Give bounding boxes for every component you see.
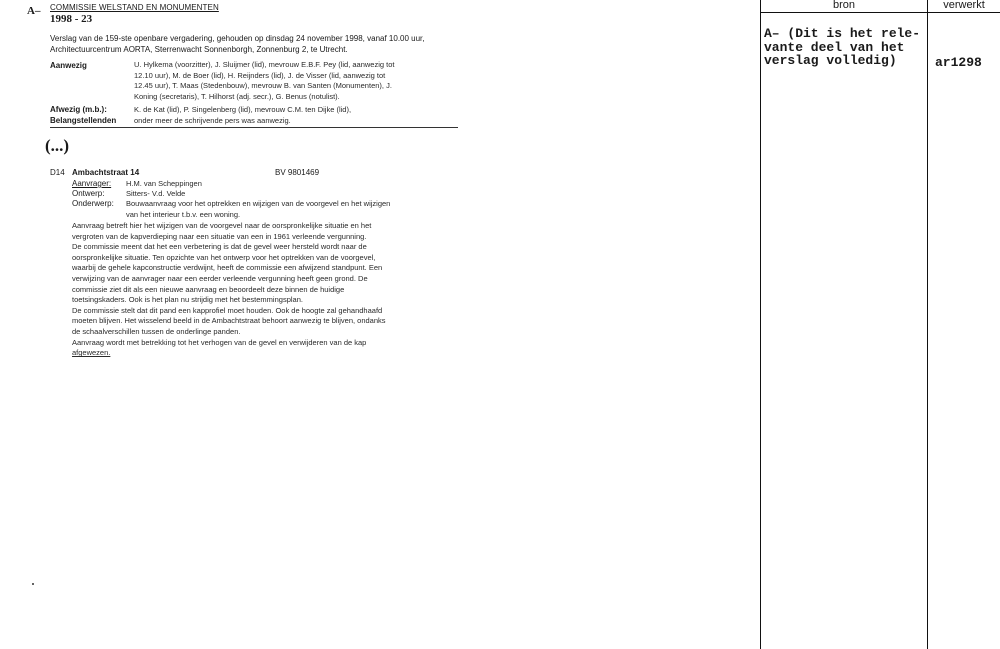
bv-number: BV 9801469 [275, 168, 320, 177]
body-line: toetsingskaders. Ook is het plan nu strijdig met het bestemmingsplan. [72, 295, 303, 305]
absent-value: K. de Kat (lid), P. Singelenberg (lid), mevrouw C.M. ten Dijke (lid), [134, 105, 352, 114]
note-line: verslag volledig) [764, 53, 897, 68]
present-list [134, 60, 464, 102]
applicant-label: Aanvrager: [72, 179, 112, 188]
section-divider [50, 127, 458, 128]
subject-label: Onderwerp: [72, 199, 114, 208]
item-title: Ambachtstraat 14 [72, 168, 140, 177]
body-line: Aanvraag wordt met betrekking tot het verhogen van de gevel en verwijderen van de kap [72, 337, 367, 347]
body-line: moeten blijven. Het wisselend beeld in de Ambachtstraat behoort aanwezig te blijven, ondanks [72, 316, 386, 326]
present-line: 12.45 uur), T. Maas (Stedenbouw), mevrouw B. van Santen (Monumenten), J. [134, 81, 392, 90]
scan-speck [32, 583, 34, 585]
body-line: commissie ziet dit als een nieuwe aanvraag en beoordeelt deze binnen de huidige [72, 284, 345, 294]
item-body [72, 221, 467, 359]
report-number: 1998 - 23 [50, 13, 93, 25]
table-header-rule [760, 12, 1000, 13]
subject-line: Bouwaanvraag voor het optrekken en wijzigen van de voorgevel en het wijzigen [126, 199, 391, 208]
archive-code: ar1298 [935, 55, 982, 70]
present-label: Aanwezig [50, 61, 87, 70]
stakeholders-label: Belangstellenden [50, 116, 117, 125]
body-line: oorspronkelijke situatie. Ten opzichte van het ontwerp voor het optrekken van de voorgevel, [72, 252, 376, 262]
design-label: Ontwerp: [72, 189, 105, 198]
design-value: Sitters- V.d. Velde [126, 189, 186, 198]
column-header-processed: verwerkt [943, 0, 985, 11]
verdict: afgewezen. [72, 348, 111, 358]
body-line: de schaalverschillen tussen de onderlinge panden. [72, 326, 241, 336]
body-line: De commissie meent dat het een verbetering is dat de gevel weer hersteld wordt naar de [72, 242, 367, 252]
present-line: U. Hylkema (voorzitter), J. Sluijmer (lid), mevrouw E.B.F. Pey (lid, aanwezig tot [134, 60, 395, 69]
table-border-middle [927, 0, 928, 649]
absent-label: Afwezig (m.b.): [50, 105, 107, 114]
source-note [764, 27, 920, 68]
body-line: verwijzing van de aanvrager naar een eerder verleende vergunning heeft geen grond. De [72, 273, 368, 283]
body-line: waarbij de gehele kapconstructie verdwijnt, heeft de commissie een afwijzend standpunt. Een [72, 263, 383, 273]
stakeholders-value: onder meer de schrijvende pers was aanwezig. [134, 116, 291, 125]
present-line: 12.10 uur), M. de Boer (lid), H. Reijnders (lid), J. de Visser (lid, aanwezig tot [134, 70, 386, 80]
column-header-source: bron [832, 0, 856, 11]
section-marker: A– [27, 5, 41, 17]
body-line: vergroten van de kapverdieping naar een situatie van een in 1961 verleende vergunning. [72, 231, 367, 241]
body-line: De commissie stelt dat dit pand een kapprofiel moet houden. Ook de hoogte zal gehandhaafd [72, 305, 383, 315]
omission-marker: (...) [45, 136, 70, 155]
intro-paragraph: Verslag van de 159-ste openbare vergadering, gehouden op dinsdag 24 november 1998, vanaf 10.00 uur, Architectuurcentrum AORTA, Sterrenwacht Sonnenborgh, Zonnenburg 2, te Utrecht. [50, 34, 425, 54]
note-line: vante deel van het [764, 39, 905, 55]
subject-text [126, 199, 466, 220]
note-line: A– (Dit is het rele- [764, 26, 921, 41]
applicant-value: H.M. van Scheppingen [126, 179, 202, 188]
commission-name: COMMISSIE WELSTAND EN MONUMENTEN [50, 3, 219, 12]
present-line: Koning (secretaris), T. Hilhorst (adj. secr.), G. Benus (notulist). [134, 91, 340, 101]
body-line: Aanvraag betreft hier het wijzigen van de voorgevel naar de oorspronkelijke situatie en het [72, 221, 372, 230]
item-code: D14 [50, 168, 65, 177]
table-border-left [760, 0, 761, 649]
subject-line: van het interieur t.b.v. een woning. [126, 209, 241, 219]
